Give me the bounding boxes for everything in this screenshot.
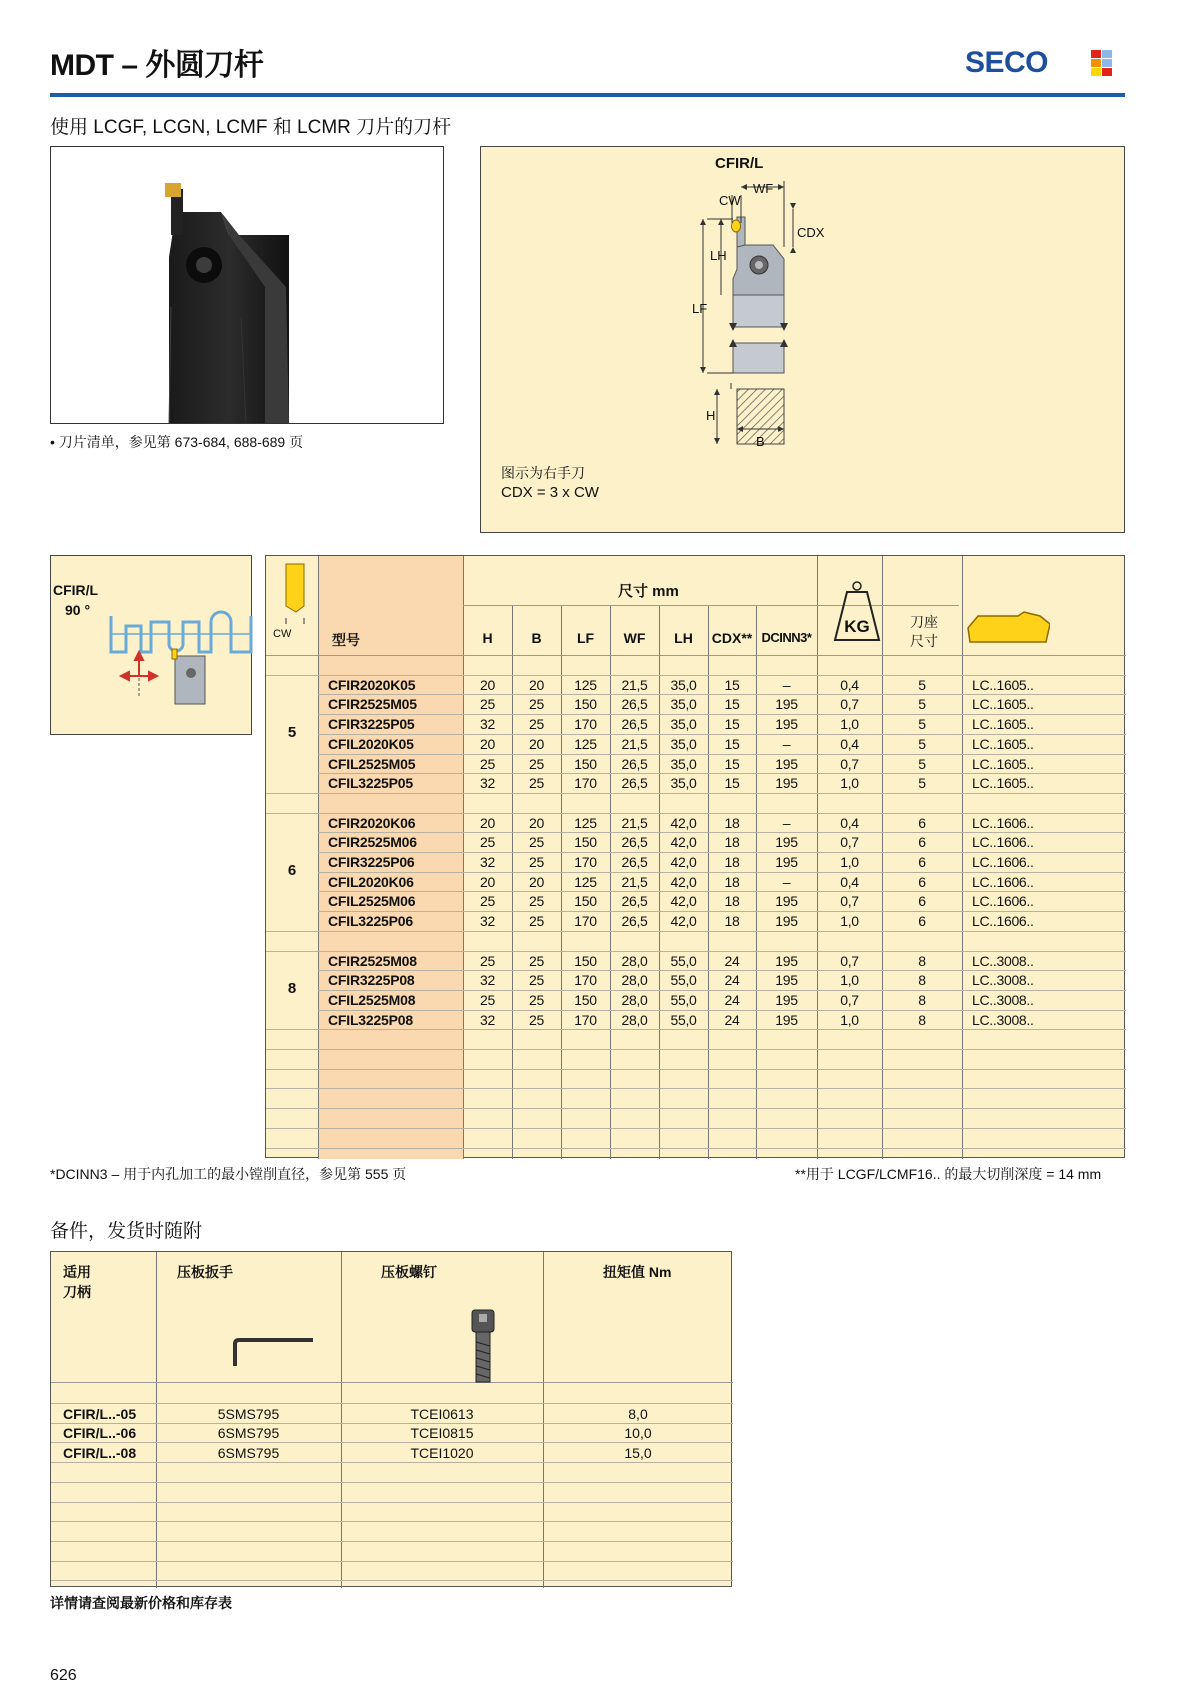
table-cell: 0,4 xyxy=(840,814,859,831)
column-header-dcinn3: DCINN3* xyxy=(761,630,812,645)
model-code: CFIL3225P08 xyxy=(328,1011,413,1028)
product-photo xyxy=(50,146,444,424)
table-cell: 25 xyxy=(529,716,544,733)
table-cell: 21,5 xyxy=(621,735,648,752)
table-cell: 6 xyxy=(918,913,926,930)
table-cell: 1,0 xyxy=(840,972,859,989)
column-header-h: H xyxy=(482,630,493,646)
dim-label-lf: LF xyxy=(692,301,708,316)
table-cell: LC..1605.. xyxy=(972,716,1034,733)
model-code: CFIL2525M05 xyxy=(328,755,416,772)
table-cell: 55,0 xyxy=(670,952,697,969)
model-code: CFIR3225P08 xyxy=(328,972,415,989)
application-panel xyxy=(50,555,252,735)
table-cell: 5 xyxy=(918,676,926,693)
column-header-b: B xyxy=(531,630,542,646)
table-cell: 0,4 xyxy=(840,676,859,693)
table-cell: 170 xyxy=(574,972,597,989)
table-cell: 150 xyxy=(574,696,597,713)
table-cell: 195 xyxy=(775,913,798,930)
table-cell: 15 xyxy=(724,775,740,792)
table-cell: 8 xyxy=(918,952,926,969)
table-cell: 42,0 xyxy=(670,834,697,851)
insert-width-icon xyxy=(274,562,318,632)
row-divider xyxy=(51,1561,733,1562)
kg-label: KG xyxy=(844,617,870,636)
table-cell: 25 xyxy=(529,991,544,1008)
row-divider xyxy=(266,655,1126,656)
table-cell: 42,0 xyxy=(670,893,697,910)
row-divider xyxy=(51,1382,733,1383)
table-cell: 6 xyxy=(918,893,926,910)
table-cell: 170 xyxy=(574,716,597,733)
cw-group-label: 6 xyxy=(287,861,297,879)
model-code: CFIR3225P06 xyxy=(328,854,415,870)
table-cell: 42,0 xyxy=(670,814,697,831)
table-cell: 18 xyxy=(724,814,740,831)
table-cell: – xyxy=(782,676,791,693)
model-code: CFIL2525M06 xyxy=(328,893,416,910)
table-cell: 26,5 xyxy=(621,834,648,851)
model-code: CFIL3225P05 xyxy=(328,775,413,792)
dimension-diagram-panel xyxy=(480,146,1125,533)
table-cell: 24 xyxy=(724,952,740,969)
table-cell: 20 xyxy=(480,814,495,831)
row-divider xyxy=(266,1088,1126,1089)
cdx-formula-note: CDX = 3 x CW xyxy=(501,484,599,501)
table-cell: 25 xyxy=(529,775,544,792)
row-divider xyxy=(266,1148,1126,1149)
dims-group-label: 尺寸 mm xyxy=(618,583,679,600)
table-cell: 20 xyxy=(529,814,544,831)
table-cell: 18 xyxy=(724,854,740,870)
row-divider xyxy=(266,1108,1126,1109)
table-cell: 55,0 xyxy=(670,1011,697,1028)
table-cell: 32 xyxy=(480,1011,495,1028)
table-cell: 6 xyxy=(918,854,926,870)
seat-label-2: 尺寸 xyxy=(910,633,938,649)
table-cell: – xyxy=(782,814,791,831)
table-cell: 28,0 xyxy=(621,972,648,989)
cw-group-label: 8 xyxy=(287,979,297,997)
shank-header-2: 刀柄 xyxy=(63,1284,91,1300)
column-header-cdx: CDX** xyxy=(711,630,753,646)
table-cell: 35,0 xyxy=(670,696,697,713)
torque-header: 扭矩值 Nm xyxy=(603,1264,672,1280)
tool-holder-photo-icon xyxy=(51,147,444,424)
dim-label-cw: CW xyxy=(719,193,741,208)
model-code: CFIR2525M06 xyxy=(328,834,417,851)
model-column-label: 型号 xyxy=(332,632,360,648)
table-cell: 125 xyxy=(574,735,597,752)
table-cell: TCEI1020 xyxy=(410,1445,474,1462)
right-hand-note: 图示为右手刀 xyxy=(501,465,585,481)
table-cell: 26,5 xyxy=(621,775,648,792)
dim-label-cdx: CDX xyxy=(797,225,825,240)
table-cell: 195 xyxy=(775,991,798,1008)
table-cell: 195 xyxy=(775,696,798,713)
table-cell: LC..1606.. xyxy=(972,834,1034,851)
table-cell: 20 xyxy=(529,676,544,693)
shank-code: CFIR/L..-05 xyxy=(63,1405,137,1422)
table-cell: 5 xyxy=(918,716,926,733)
table-cell: 28,0 xyxy=(621,952,648,969)
table-cell: 195 xyxy=(775,893,798,910)
model-code: CFIL2525M08 xyxy=(328,991,416,1008)
clamp-screw-icon xyxy=(468,1308,498,1388)
table-cell: 5 xyxy=(918,775,926,792)
model-code: CFIR2525M08 xyxy=(328,952,417,969)
table-cell: 42,0 xyxy=(670,854,697,870)
table-cell: 25 xyxy=(529,952,544,969)
hex-key-icon xyxy=(229,1332,319,1368)
logo-mark-icon xyxy=(1091,50,1113,76)
table-cell: 170 xyxy=(574,775,597,792)
table-cell: 0,4 xyxy=(840,873,859,890)
table-cell: 25 xyxy=(480,991,495,1008)
table-cell: 0,7 xyxy=(840,755,859,772)
table-cell: 20 xyxy=(480,735,495,752)
table-cell: 35,0 xyxy=(670,735,697,752)
table-cell: 15 xyxy=(724,696,740,713)
table-cell: LC..3008.. xyxy=(972,972,1034,989)
cw-group-label: 5 xyxy=(287,723,297,741)
table-cell: 24 xyxy=(724,972,740,989)
table-cell: 150 xyxy=(574,893,597,910)
table-cell: 25 xyxy=(480,893,495,910)
insert-list-note: • 刀片清单，参见第 673-684, 688-689 页 xyxy=(50,434,304,450)
table-cell: 35,0 xyxy=(670,716,697,733)
table-cell: 10,0 xyxy=(624,1425,652,1442)
cw-column-label: CW xyxy=(273,628,292,640)
row-divider xyxy=(266,1128,1126,1129)
table-cell: LC..1605.. xyxy=(972,755,1034,772)
table-cell: 25 xyxy=(529,755,544,772)
table-cell: 150 xyxy=(574,991,597,1008)
table-cell: 1,0 xyxy=(840,854,859,870)
table-cell: 42,0 xyxy=(670,873,697,890)
table-cell: – xyxy=(782,873,791,890)
column-header-lh: LH xyxy=(674,630,693,646)
holder-data-table xyxy=(265,555,1125,1158)
table-cell: LC..1605.. xyxy=(972,735,1034,752)
application-angle: 90 ° xyxy=(65,602,91,618)
row-divider xyxy=(266,1049,1126,1050)
table-cell: 20 xyxy=(529,735,544,752)
table-cell: 150 xyxy=(574,834,597,851)
table-cell: 26,5 xyxy=(621,716,648,733)
shank-code: CFIR/L..-08 xyxy=(63,1445,137,1462)
seat-label-1: 刀座 xyxy=(910,614,938,630)
table-cell: LC..1605.. xyxy=(972,775,1034,792)
table-cell: 1,0 xyxy=(840,716,859,733)
page-number: 626 xyxy=(50,1667,77,1684)
table-cell: 32 xyxy=(480,913,495,930)
table-cell: 21,5 xyxy=(621,873,648,890)
header-rule xyxy=(50,93,1125,97)
table-cell: 195 xyxy=(775,1011,798,1028)
table-cell: 25 xyxy=(529,1011,544,1028)
table-cell: 150 xyxy=(574,952,597,969)
table-cell: 195 xyxy=(775,775,798,792)
table-cell: 32 xyxy=(480,716,495,733)
table-cell: 24 xyxy=(724,991,740,1008)
table-cell: 195 xyxy=(775,755,798,772)
cdx-footnote: **用于 LCGF/LCMF16.. 的最大切削深度 = 14 mm xyxy=(795,1166,1102,1182)
model-code: CFIL2020K05 xyxy=(328,735,414,752)
table-cell: 195 xyxy=(775,854,798,870)
table-cell: 25 xyxy=(529,834,544,851)
table-cell: LC..3008.. xyxy=(972,952,1034,969)
table-cell: 32 xyxy=(480,972,495,989)
table-cell: 15,0 xyxy=(624,1445,652,1462)
table-cell: 55,0 xyxy=(670,991,697,1008)
table-cell: 28,0 xyxy=(621,1011,648,1028)
table-cell: LC..1606.. xyxy=(972,814,1034,831)
row-divider xyxy=(51,1521,733,1522)
application-title: CFIR/L xyxy=(53,582,99,598)
table-cell: 8 xyxy=(918,972,926,989)
table-cell: 26,5 xyxy=(621,893,648,910)
column-header-lf: LF xyxy=(576,630,595,646)
table-cell: 24 xyxy=(724,1011,740,1028)
seco-logo xyxy=(965,46,1125,82)
table-cell: 28,0 xyxy=(621,991,648,1008)
table-cell: 6 xyxy=(918,814,926,831)
shank-header-1: 适用 xyxy=(63,1264,91,1280)
table-cell: LC..3008.. xyxy=(972,1011,1034,1028)
table-cell: 18 xyxy=(724,834,740,851)
table-cell: 0,7 xyxy=(840,952,859,969)
row-divider xyxy=(51,1580,733,1581)
table-cell: LC..1605.. xyxy=(972,696,1034,713)
price-list-note: 详情请查阅最新价格和库存表 xyxy=(50,1595,232,1611)
dim-label-lh: LH xyxy=(710,248,727,263)
table-cell: 125 xyxy=(574,814,597,831)
model-code: CFIR2020K05 xyxy=(328,676,416,693)
table-cell: 26,5 xyxy=(621,696,648,713)
table-cell: 18 xyxy=(724,913,740,930)
table-cell: 0,7 xyxy=(840,696,859,713)
dimension-diagram xyxy=(481,147,1126,447)
table-cell: 8,0 xyxy=(628,1405,648,1422)
table-cell: 20 xyxy=(529,873,544,890)
table-cell: 25 xyxy=(529,854,544,870)
row-divider xyxy=(51,1502,733,1503)
table-cell: – xyxy=(782,735,791,752)
table-cell: 25 xyxy=(529,893,544,910)
dcinn3-footnote: *DCINN3 – 用于内孔加工的最小镗削直径，参见第 555 页 xyxy=(50,1166,407,1182)
table-cell: 35,0 xyxy=(670,755,697,772)
column-header-wf: WF xyxy=(623,630,646,646)
table-cell: 21,5 xyxy=(621,676,648,693)
key-header: 压板扳手 xyxy=(177,1264,233,1280)
table-cell: 5 xyxy=(918,755,926,772)
logo-text: SECO xyxy=(965,46,1049,79)
table-cell: 15 xyxy=(724,676,740,693)
table-cell: 35,0 xyxy=(670,676,697,693)
table-cell: 26,5 xyxy=(621,854,648,870)
table-cell: 32 xyxy=(480,775,495,792)
table-cell: 1,0 xyxy=(840,775,859,792)
table-cell: 150 xyxy=(574,755,597,772)
table-cell: 25 xyxy=(529,696,544,713)
table-cell: 195 xyxy=(775,952,798,969)
table-cell: LC..1605.. xyxy=(972,676,1034,693)
table-cell: 8 xyxy=(918,1011,926,1028)
page-title: MDT – 外圆刀杆 xyxy=(50,49,264,82)
table-cell: 0,7 xyxy=(840,834,859,851)
table-cell: 0,4 xyxy=(840,735,859,752)
row-divider xyxy=(51,1482,733,1483)
table-cell: LC..1606.. xyxy=(972,873,1034,890)
table-cell: LC..1606.. xyxy=(972,893,1034,910)
table-cell: 15 xyxy=(724,755,740,772)
model-code: CFIR3225P05 xyxy=(328,716,415,733)
table-cell: LC..1606.. xyxy=(972,913,1034,930)
dim-label-b: B xyxy=(756,434,765,449)
table-cell: 195 xyxy=(775,716,798,733)
table-cell: 170 xyxy=(574,854,597,870)
table-cell: 26,5 xyxy=(621,755,648,772)
table-cell: 25 xyxy=(480,952,495,969)
model-code: CFIL2020K06 xyxy=(328,873,414,890)
table-cell: 125 xyxy=(574,676,597,693)
screw-header: 压板螺钉 xyxy=(381,1264,437,1280)
table-cell: 35,0 xyxy=(670,775,697,792)
model-code: CFIL3225P06 xyxy=(328,913,413,930)
page-subtitle: 使用 LCGF, LCGN, LCMF 和 LCMR 刀片的刀杆 xyxy=(50,117,452,138)
grooving-profile-icon xyxy=(51,556,253,736)
table-cell: 15 xyxy=(724,735,740,752)
table-cell: 6 xyxy=(918,873,926,890)
shank-code: CFIR/L..-06 xyxy=(63,1425,137,1442)
table-cell: 20 xyxy=(480,873,495,890)
dim-label-h: H xyxy=(706,408,716,423)
diagram-title: CFIR/L xyxy=(715,155,764,172)
table-cell: 5SMS795 xyxy=(217,1405,280,1422)
table-cell: 18 xyxy=(724,873,740,890)
dim-label-wf: WF xyxy=(753,181,774,196)
spare-parts-title: 备件，发货时随附 xyxy=(50,1221,203,1242)
table-cell: 25 xyxy=(529,972,544,989)
table-cell: TCEI0815 xyxy=(410,1425,474,1442)
table-cell: 8 xyxy=(918,991,926,1008)
table-cell: 55,0 xyxy=(670,972,697,989)
insert-shape-icon xyxy=(966,610,1050,650)
table-cell: 42,0 xyxy=(670,913,697,930)
table-cell: 125 xyxy=(574,873,597,890)
table-cell: 5 xyxy=(918,696,926,713)
model-code: CFIR2020K06 xyxy=(328,814,416,831)
table-cell: 20 xyxy=(480,676,495,693)
spare-parts-table xyxy=(50,1251,732,1587)
table-cell: LC..1606.. xyxy=(972,854,1034,870)
table-cell: TCEI0613 xyxy=(410,1405,474,1422)
model-code: CFIR2525M05 xyxy=(328,696,417,713)
table-cell: 32 xyxy=(480,854,495,870)
table-cell: 25 xyxy=(529,913,544,930)
table-cell: 170 xyxy=(574,1011,597,1028)
table-cell: 170 xyxy=(574,913,597,930)
row-divider xyxy=(266,1069,1126,1070)
row-divider xyxy=(51,1541,733,1542)
table-cell: 6SMS795 xyxy=(217,1425,280,1442)
table-cell: 25 xyxy=(480,696,495,713)
table-cell: 0,7 xyxy=(840,893,859,910)
table-cell: LC..3008.. xyxy=(972,991,1034,1008)
table-cell: 195 xyxy=(775,834,798,851)
table-cell: 6SMS795 xyxy=(217,1445,280,1462)
table-cell: 21,5 xyxy=(621,814,648,831)
table-cell: 5 xyxy=(918,735,926,752)
table-cell: 195 xyxy=(775,972,798,989)
table-cell: 0,7 xyxy=(840,991,859,1008)
table-cell: 1,0 xyxy=(840,913,859,930)
table-cell: 25 xyxy=(480,834,495,851)
table-cell: 25 xyxy=(480,755,495,772)
table-cell: 18 xyxy=(724,893,740,910)
table-cell: 15 xyxy=(724,716,740,733)
table-cell: 26,5 xyxy=(621,913,648,930)
table-cell: 1,0 xyxy=(840,1011,859,1028)
table-cell: 6 xyxy=(918,834,926,851)
